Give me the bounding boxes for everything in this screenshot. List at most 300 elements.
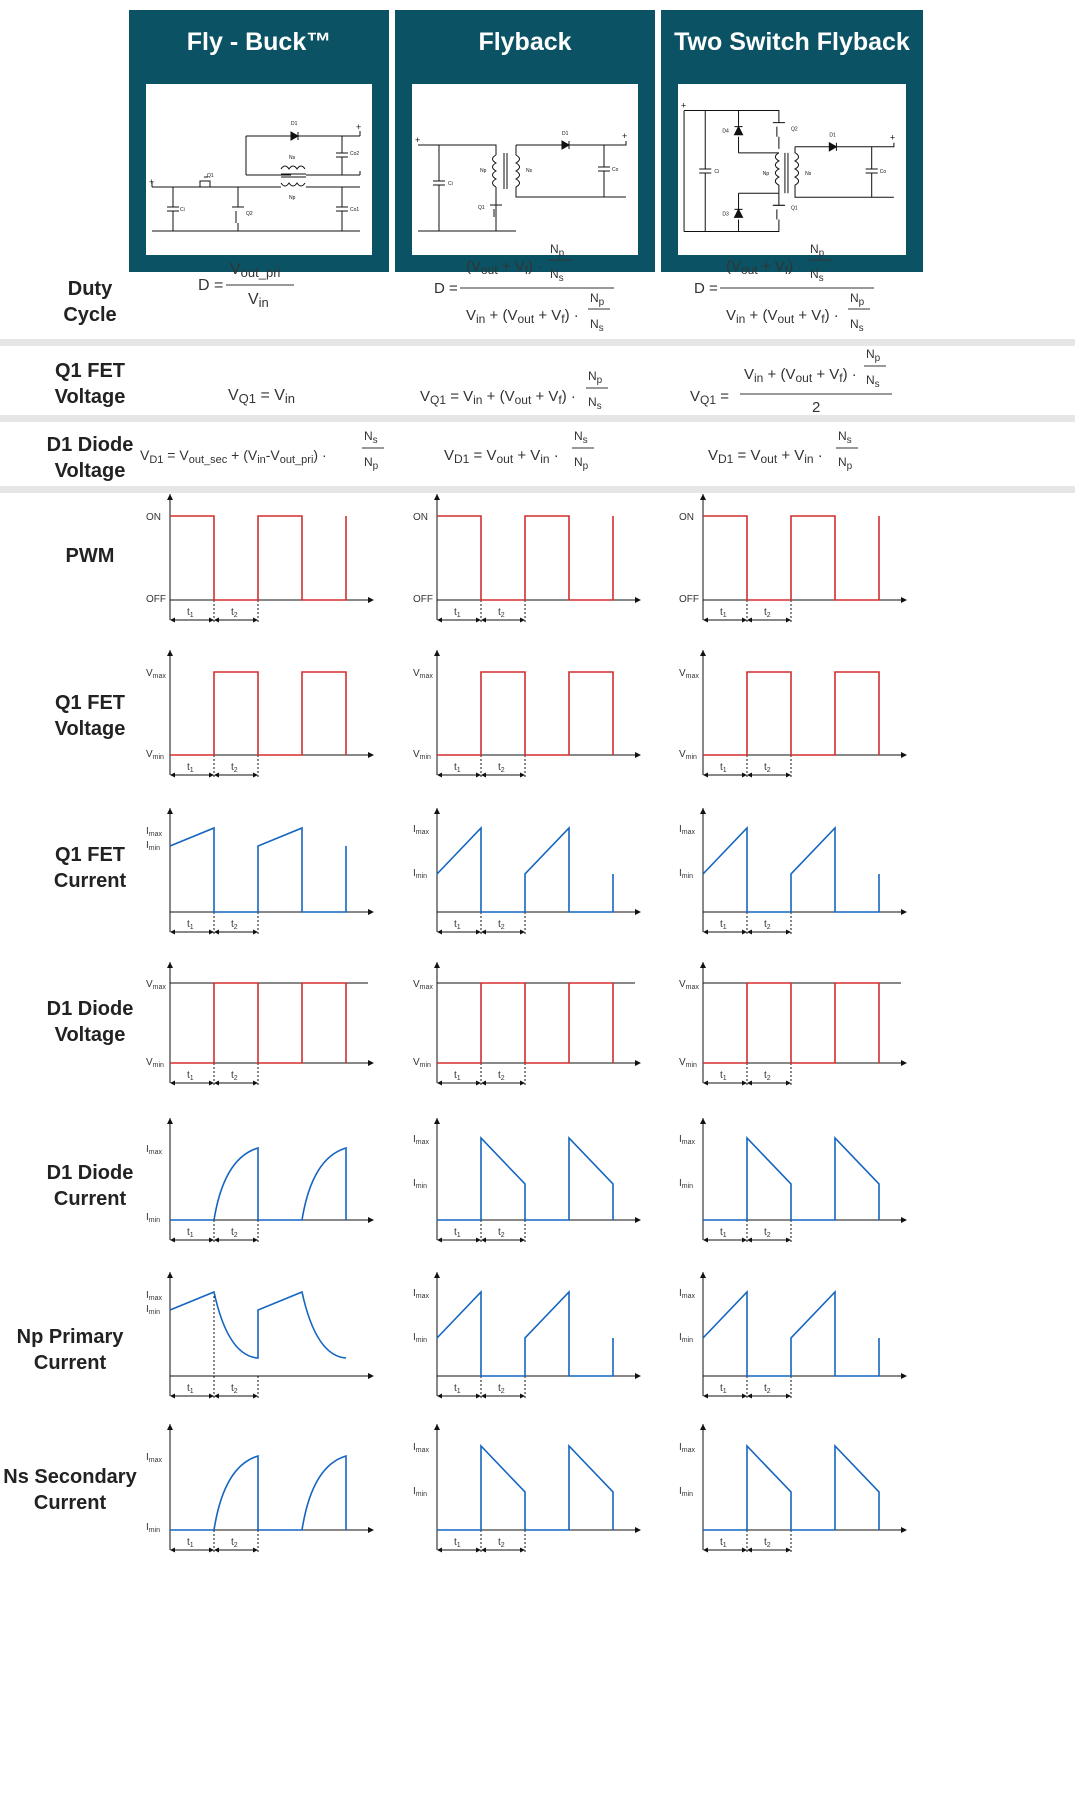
y-axis-arrow <box>700 1272 706 1278</box>
svg-text:2: 2 <box>812 399 821 416</box>
time-arrow <box>170 618 175 623</box>
x-axis-arrow <box>368 909 374 915</box>
column-title: Two Switch Flyback <box>674 28 910 56</box>
t2-label: $t_2$ <box>231 762 238 774</box>
x-axis-arrow <box>901 1217 907 1223</box>
time-arrow <box>253 773 258 778</box>
x-axis-arrow <box>901 1060 907 1066</box>
time-arrow <box>437 618 442 623</box>
time-arrow <box>481 618 486 623</box>
time-arrow <box>703 1394 708 1399</box>
time-arrow <box>209 773 214 778</box>
x-axis-arrow <box>635 1217 641 1223</box>
x-axis-arrow <box>901 1527 907 1533</box>
time-arrow <box>786 773 791 778</box>
y-label-high: $I_{max}$ <box>413 1134 430 1146</box>
label-plus: + <box>681 100 687 111</box>
label-d3: D3 <box>722 211 729 218</box>
t2-label: $t_2$ <box>764 1537 771 1549</box>
t1-label: $t_1$ <box>720 607 727 619</box>
time-arrow <box>520 930 525 935</box>
t2-label: $t_2$ <box>231 919 238 931</box>
ns-current-trace <box>703 1446 879 1530</box>
t1-label: $t_1$ <box>187 1227 194 1239</box>
label-plus-out: + <box>622 131 628 141</box>
label-ns: Ns <box>526 168 533 174</box>
svg-text:Ns: $N_s$ <box>838 429 852 446</box>
y-axis-arrow <box>434 650 440 656</box>
x-axis-arrow <box>368 1527 374 1533</box>
formula-duty-twoswitch <box>690 236 890 341</box>
y-label-low: $I_{min}$ <box>413 1486 428 1498</box>
time-arrow <box>437 1548 442 1553</box>
y-axis-arrow <box>700 962 706 968</box>
time-arrow <box>476 618 481 623</box>
y-label-low: $I_{min}$ <box>679 868 694 880</box>
time-arrow <box>437 1081 442 1086</box>
t1-label: $t_1$ <box>454 1383 461 1395</box>
y-label-low: OFF <box>413 594 433 605</box>
svg-text:Np: $N_p$ <box>850 291 865 308</box>
x-axis-arrow <box>368 1217 374 1223</box>
time-arrow <box>170 773 175 778</box>
svg-text:Vout_pri: Vout_pri <box>230 261 281 280</box>
t2-label: $t_2$ <box>498 1227 505 1239</box>
time-arrow <box>520 1548 525 1553</box>
d1-current-trace <box>703 1138 879 1220</box>
y-axis-arrow <box>434 1118 440 1124</box>
y-label-high: $I_{max}$ <box>679 824 696 836</box>
schematic-twoswitch <box>678 84 906 255</box>
header-twoswitch <box>661 10 923 272</box>
y-axis-arrow <box>700 494 706 500</box>
y-axis-arrow <box>167 962 173 968</box>
q1-voltage-trace <box>170 672 346 755</box>
time-arrow <box>742 618 747 623</box>
time-arrow <box>703 1081 708 1086</box>
d1-current-trace <box>170 1148 346 1220</box>
x-axis-arrow <box>635 752 641 758</box>
time-arrow <box>786 1548 791 1553</box>
time-arrow <box>437 1394 442 1399</box>
svg-text:Np: $N_p$ <box>590 291 605 308</box>
label-co2: Co2 <box>350 151 360 157</box>
time-arrow <box>476 1548 481 1553</box>
time-arrow <box>170 930 175 935</box>
time-arrow <box>170 1081 175 1086</box>
t1-label: $t_1$ <box>187 1537 194 1549</box>
time-arrow <box>481 1081 486 1086</box>
label-q1: Q1 <box>478 205 485 211</box>
y-axis-arrow <box>167 1118 173 1124</box>
label-plus: + <box>415 135 421 145</box>
time-arrow <box>742 773 747 778</box>
label-q2: Q2 <box>246 211 253 217</box>
t2-label: $t_2$ <box>231 1227 238 1239</box>
y-label-high: $V_{max}$ <box>413 668 433 680</box>
label-plus-out: + <box>889 132 896 143</box>
t2-label: $t_2$ <box>764 1383 771 1395</box>
y-label-low: $V_{min}$ <box>413 1057 431 1069</box>
y-axis-arrow <box>167 1272 173 1278</box>
d1-voltage-trace <box>703 983 879 1063</box>
formula-q1-twoswitch <box>690 346 910 421</box>
y-axis-arrow <box>167 1424 173 1430</box>
time-arrow <box>703 773 708 778</box>
x-axis-arrow <box>901 1373 907 1379</box>
row-label-pwm: PWM <box>65 545 115 567</box>
label-np: Np <box>480 168 487 174</box>
schematic-flyback <box>412 84 638 255</box>
time-arrow <box>786 930 791 935</box>
time-arrow <box>209 1238 214 1243</box>
np-current-trace <box>170 1292 346 1358</box>
y-label-high: $V_{max}$ <box>146 668 166 680</box>
svg-text:VQ1 = Vin: VQ1 = Vin <box>228 387 296 406</box>
svg-text:VD1 = Vout_sec + (Vin-Vout_pri: $V_{D1} = V_{out\_sec} + (V_{in}-V_{out\_pri})$ · <box>140 447 327 466</box>
header-flyback <box>395 10 655 272</box>
y-label-high: ON <box>413 512 428 523</box>
label-np: Np <box>289 195 296 201</box>
column-title: Fly - Buck™ <box>186 28 332 56</box>
time-arrow <box>253 1394 258 1399</box>
time-arrow <box>170 1238 175 1243</box>
t1-label: $t_1$ <box>720 1383 727 1395</box>
y-label-low: $V_{min}$ <box>679 1057 697 1069</box>
time-arrow <box>703 1548 708 1553</box>
header-flybuck <box>129 10 389 272</box>
y-label-high: $I_{max}$ <box>146 826 163 838</box>
time-arrow <box>747 1081 752 1086</box>
time-arrow <box>214 930 219 935</box>
y-label-high: $I_{max}$ <box>146 1290 163 1302</box>
svg-text:Vin + (Vout + Vf) ·: $V_{in} + (V_{out} + V_f)$ · <box>466 307 579 326</box>
y-label-high: $V_{max}$ <box>679 668 699 680</box>
time-arrow <box>214 1081 219 1086</box>
t1-label: $t_1$ <box>720 919 727 931</box>
svg-text:Ns: $N_s$ <box>850 317 864 334</box>
time-arrow <box>703 930 708 935</box>
y-axis-arrow <box>167 650 173 656</box>
svg-text:Np: $N_p$ <box>810 242 825 259</box>
time-arrow <box>214 773 219 778</box>
q1-current-trace <box>170 828 346 912</box>
x-axis-arrow <box>635 1373 641 1379</box>
time-arrow <box>742 1394 747 1399</box>
svg-text:(Vout + Vf) ·: $(V_{out} + V_f)$ · <box>466 258 543 277</box>
label-d4: D4 <box>722 128 729 135</box>
t2-label: $t_2$ <box>498 1537 505 1549</box>
q1-voltage-trace <box>437 672 613 755</box>
t2-label: $t_2$ <box>764 919 771 931</box>
time-arrow <box>209 930 214 935</box>
label-q2: Q2 <box>790 126 798 133</box>
label-plus: + <box>149 177 155 187</box>
time-arrow <box>786 1238 791 1243</box>
schematic-flybuck <box>146 84 372 255</box>
svg-text:(Vout + Vf) ·: $(V_{out} + V_f)$ · <box>726 258 803 277</box>
x-axis-arrow <box>368 1373 374 1379</box>
time-arrow <box>747 930 752 935</box>
x-axis-arrow <box>635 597 641 603</box>
label-d1: D1 <box>562 131 569 137</box>
time-arrow <box>742 1548 747 1553</box>
time-arrow <box>747 618 752 623</box>
row-label-d1-diode-voltage-wave: D1 Diode Voltage <box>46 998 134 1046</box>
row-label-np-primary-current: Np Primary Current <box>16 1326 124 1374</box>
time-arrow <box>253 1548 258 1553</box>
x-axis-arrow <box>635 1060 641 1066</box>
diode-d1-symbol <box>291 132 298 140</box>
time-arrow <box>742 1081 747 1086</box>
pwm-trace <box>703 516 879 600</box>
svg-text:Ns: $N_s$ <box>866 373 880 390</box>
label-plus-out: + <box>356 122 362 132</box>
t2-label: $t_2$ <box>498 607 505 619</box>
y-label-high: $I_{max}$ <box>679 1288 696 1300</box>
time-arrow <box>209 1081 214 1086</box>
pwm-trace <box>170 516 346 600</box>
time-arrow <box>520 618 525 623</box>
svg-text:Np: $N_p$ <box>588 369 603 386</box>
t1-label: $t_1$ <box>187 607 194 619</box>
time-arrow <box>253 930 258 935</box>
label-q1: Q1 <box>790 205 798 212</box>
svg-text:Np: $N_p$ <box>866 347 881 364</box>
label-ci: Ci <box>714 169 720 176</box>
time-arrow <box>742 1238 747 1243</box>
y-axis-arrow <box>434 494 440 500</box>
y-axis-arrow <box>434 1272 440 1278</box>
formula-q1-flybuck <box>228 382 348 417</box>
y-label-low: $V_{min}$ <box>679 749 697 761</box>
label-q1: Q1 <box>207 173 214 179</box>
ns-current-trace <box>170 1456 346 1530</box>
t2-label: $t_2$ <box>764 607 771 619</box>
label-ns: Ns <box>289 155 296 161</box>
formula-d1-twoswitch <box>708 428 878 489</box>
label-ci: Ci <box>180 207 185 213</box>
x-axis-arrow <box>901 909 907 915</box>
time-arrow <box>747 1238 752 1243</box>
svg-text:Ns: $N_s$ <box>810 267 824 284</box>
t1-label: $t_1$ <box>454 919 461 931</box>
formula-duty-flyback <box>430 236 630 341</box>
time-arrow <box>747 773 752 778</box>
label-ci: Ci <box>448 181 453 187</box>
time-arrow <box>520 773 525 778</box>
t1-label: $t_1$ <box>454 1227 461 1239</box>
t2-label: $t_2$ <box>498 1070 505 1082</box>
np-current-trace <box>437 1292 613 1376</box>
svg-text:Ns: $N_s$ <box>550 267 564 284</box>
y-label-low: $I_{min}$ <box>679 1178 694 1190</box>
time-arrow <box>209 618 214 623</box>
t1-label: $t_1$ <box>720 762 727 774</box>
y-label-high: $V_{max}$ <box>413 979 433 991</box>
x-axis-arrow <box>368 1060 374 1066</box>
label-co1: Co1 <box>350 207 360 213</box>
y-label-high: $V_{max}$ <box>679 979 699 991</box>
time-arrow <box>520 1081 525 1086</box>
time-arrow <box>170 1394 175 1399</box>
time-arrow <box>253 618 258 623</box>
x-axis-arrow <box>368 752 374 758</box>
svg-text:VQ1 = Vin + (Vout + Vf) ·: $V_{Q1} = V_{in} + (V_{out} + V_f)$ · <box>420 388 576 407</box>
y-label-high: ON <box>146 512 161 523</box>
time-arrow <box>214 1548 219 1553</box>
svg-text:Vin + (Vout + Vf) ·: $V_{in} + (V_{out} + V_f)$ · <box>726 307 839 326</box>
t2-label: $t_2$ <box>231 1070 238 1082</box>
x-axis-arrow <box>901 597 907 603</box>
svg-text:Ns: $N_s$ <box>574 429 588 446</box>
time-arrow <box>786 1081 791 1086</box>
pwm-trace <box>437 516 613 600</box>
formula-d1-flyback <box>444 428 614 489</box>
column-title: Flyback <box>478 28 572 56</box>
time-arrow <box>786 618 791 623</box>
t2-label: $t_2$ <box>231 607 238 619</box>
y-label-high: $I_{max}$ <box>413 1288 430 1300</box>
label-d1: D1 <box>829 132 836 139</box>
time-arrow <box>786 1394 791 1399</box>
t1-label: $t_1$ <box>454 762 461 774</box>
label-ns: Ns <box>805 171 812 178</box>
formula-duty-flybuck <box>190 252 330 327</box>
t2-label: $t_2$ <box>498 762 505 774</box>
t1-label: $t_1$ <box>187 1383 194 1395</box>
x-axis-arrow <box>635 909 641 915</box>
time-arrow <box>747 1548 752 1553</box>
t2-label: $t_2$ <box>231 1383 238 1395</box>
time-arrow <box>437 773 442 778</box>
y-axis-arrow <box>167 494 173 500</box>
d1-voltage-trace <box>170 983 346 1063</box>
row-label-duty-cycle: Duty Cycle <box>63 278 117 326</box>
time-arrow <box>214 618 219 623</box>
t2-label: $t_2$ <box>764 1227 771 1239</box>
t2-label: $t_2$ <box>498 919 505 931</box>
time-arrow <box>209 1394 214 1399</box>
y-label-low: OFF <box>146 594 166 605</box>
svg-text:Vin + (Vout + Vf) ·: $V_{in} + (V_{out} + V_f)$ · <box>744 366 857 385</box>
d1-current-trace <box>437 1138 613 1220</box>
formula-d1-flybuck <box>140 428 390 489</box>
y-label-low: $I_{min}$ <box>146 1304 161 1316</box>
time-arrow <box>520 1394 525 1399</box>
svg-text:Vin: Vin <box>248 291 269 310</box>
t2-label: $t_2$ <box>764 762 771 774</box>
time-arrow <box>703 1238 708 1243</box>
y-label-high: $I_{max}$ <box>679 1442 696 1454</box>
time-arrow <box>476 930 481 935</box>
y-axis-arrow <box>700 650 706 656</box>
y-label-low: $I_{min}$ <box>413 1178 428 1190</box>
time-arrow <box>476 1238 481 1243</box>
row-label-d1-diode-current: D1 Diode Current <box>46 1162 134 1210</box>
y-label-low: $V_{min}$ <box>146 1057 164 1069</box>
y-label-low: OFF <box>679 594 699 605</box>
svg-text:Np: $N_p$ <box>838 455 853 472</box>
time-arrow <box>520 1238 525 1243</box>
y-axis-arrow <box>700 1424 706 1430</box>
time-arrow <box>476 1394 481 1399</box>
y-label-low: $I_{min}$ <box>413 1332 428 1344</box>
time-arrow <box>476 1081 481 1086</box>
svg-text:Ns: $N_s$ <box>364 429 378 446</box>
y-axis-arrow <box>700 1118 706 1124</box>
y-label-high: $I_{max}$ <box>413 824 430 836</box>
t1-label: $t_1$ <box>187 1070 194 1082</box>
t2-label: $t_2$ <box>231 1537 238 1549</box>
time-arrow <box>209 1548 214 1553</box>
time-arrow <box>481 773 486 778</box>
t1-label: $t_1$ <box>187 762 194 774</box>
time-arrow <box>253 1081 258 1086</box>
y-label-high: $V_{max}$ <box>146 979 166 991</box>
svg-text:VQ1 =: $V_{Q1}$ = <box>690 388 729 407</box>
y-label-low: $I_{min}$ <box>679 1486 694 1498</box>
t1-label: $t_1$ <box>454 1070 461 1082</box>
y-axis-arrow <box>700 808 706 814</box>
y-label-high: $I_{max}$ <box>146 1452 163 1464</box>
t1-label: $t_1$ <box>187 919 194 931</box>
y-label-low: $V_{min}$ <box>413 749 431 761</box>
y-label-high: ON <box>679 512 694 523</box>
y-label-low: $I_{min}$ <box>146 840 161 852</box>
y-axis-arrow <box>434 1424 440 1430</box>
x-axis-arrow <box>901 752 907 758</box>
label-np: Np <box>762 171 770 178</box>
t2-label: $t_2$ <box>764 1070 771 1082</box>
time-arrow <box>476 773 481 778</box>
time-arrow <box>170 1548 175 1553</box>
y-label-low: $I_{min}$ <box>146 1212 161 1224</box>
time-arrow <box>214 1394 219 1399</box>
y-axis-arrow <box>434 962 440 968</box>
formula-q1-flyback <box>420 364 630 425</box>
y-axis-arrow <box>434 808 440 814</box>
q1-current-trace <box>437 828 613 912</box>
y-label-high: $I_{max}$ <box>146 1144 163 1156</box>
row-label-q1-fet-voltage: Q1 FET Voltage <box>54 360 126 408</box>
x-axis-arrow <box>368 597 374 603</box>
t1-label: $t_1$ <box>720 1537 727 1549</box>
y-label-high: $I_{max}$ <box>413 1442 430 1454</box>
svg-text:D =: D = <box>198 277 224 294</box>
d1-voltage-trace <box>437 983 613 1063</box>
svg-text:VD1 = Vout + Vin ·: $V_{D1} = V_{out} + V_{in}$ · <box>444 447 559 466</box>
time-arrow <box>437 930 442 935</box>
y-label-low: $I_{min}$ <box>146 1522 161 1534</box>
svg-text:VD1 = Vout + Vin ·: $V_{D1} = V_{out} + V_{in}$ · <box>708 447 823 466</box>
time-arrow <box>703 618 708 623</box>
y-label-low: $I_{min}$ <box>413 868 428 880</box>
time-arrow <box>747 1394 752 1399</box>
np-current-trace <box>703 1292 879 1376</box>
svg-text:D =: D = <box>434 280 458 297</box>
q1-current-trace <box>703 828 879 912</box>
svg-text:Ns: $N_s$ <box>590 317 604 334</box>
time-arrow <box>437 1238 442 1243</box>
time-arrow <box>253 1238 258 1243</box>
svg-text:D =: D = <box>694 280 718 297</box>
y-label-high: $I_{max}$ <box>679 1134 696 1146</box>
row-label-q1-fet-current: Q1 FET Current <box>53 844 127 892</box>
y-label-low: $V_{min}$ <box>146 749 164 761</box>
q1-voltage-trace <box>703 672 879 755</box>
svg-text:Ns: $N_s$ <box>588 395 602 412</box>
